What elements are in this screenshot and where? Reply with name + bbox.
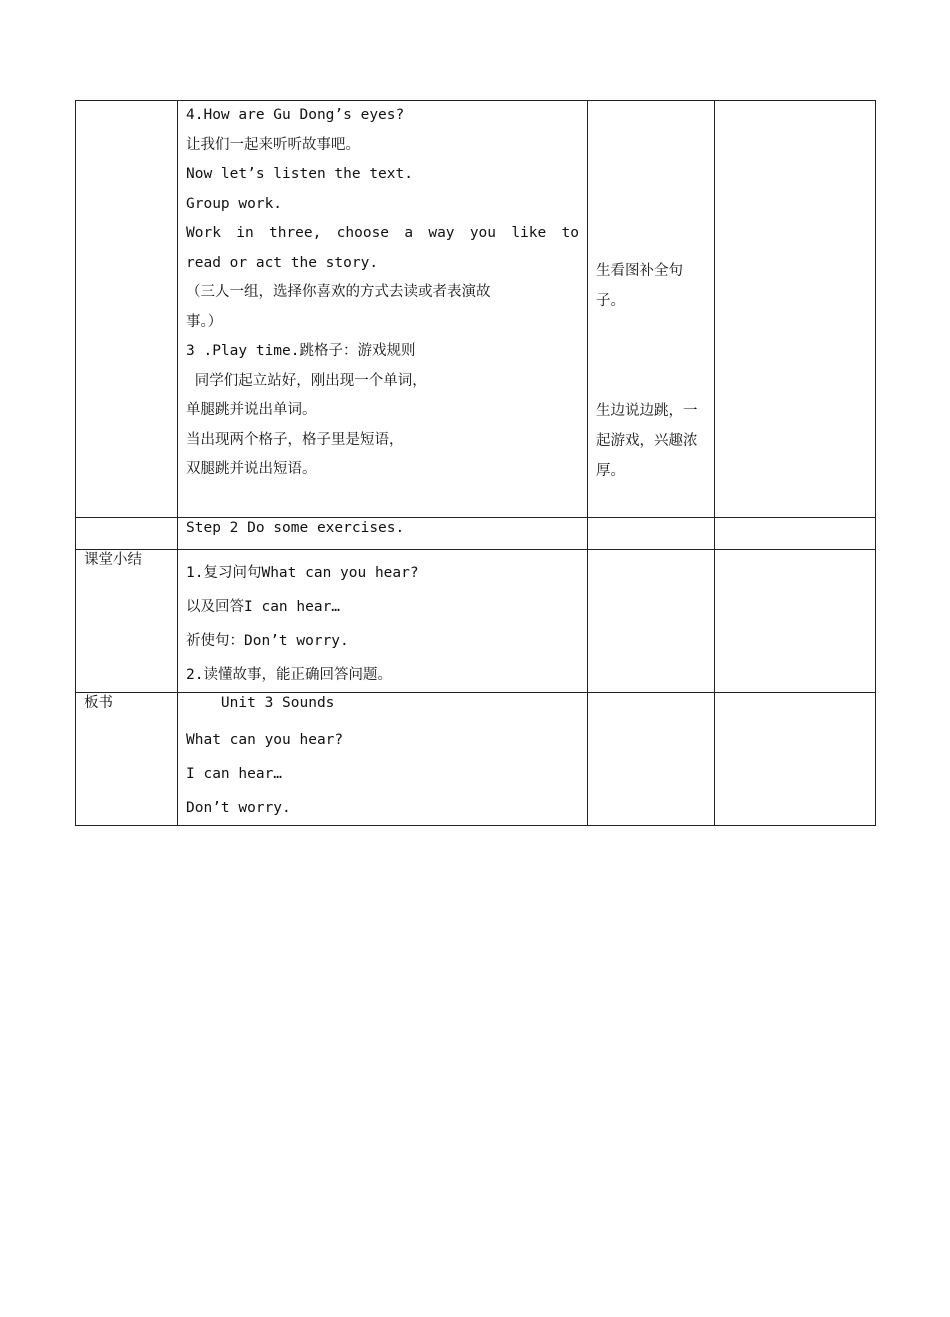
process-line: 同学们起立站好，刚出现一个单词，: [186, 372, 427, 389]
board-process-cell: [178, 693, 588, 826]
row-label: 课堂小结: [84, 552, 142, 568]
board-row: [76, 693, 876, 826]
process-line: 双腿跳并说出短语。: [186, 461, 317, 477]
summary-row: [76, 550, 876, 693]
board-extra-cell: [715, 693, 876, 826]
summary-process-cell: [178, 550, 588, 693]
process-line: 事。）: [186, 313, 223, 330]
process-line: （三人一组，选择你喜欢的方式去读或者表演故: [186, 284, 491, 300]
story-extra-cell: [715, 101, 876, 518]
exercise-label-cell: [76, 518, 178, 550]
process-line: read or act the story.: [186, 254, 379, 271]
board-student-cell: [588, 693, 715, 826]
summary-student-cell: [588, 550, 715, 693]
student-note: 生边说边跳，一起游戏，兴趣浓厚。: [596, 403, 698, 479]
process-line: 祈使句：Don’t worry.: [186, 633, 349, 649]
process-line: 单腿跳并说出单词。: [186, 402, 317, 418]
process-line: 1.复习问句What can you hear?: [186, 565, 419, 581]
process-line: 2.读懂故事，能正确回答问题。: [186, 667, 392, 683]
process-line: 3 .Play time.跳格子：游戏规则: [186, 343, 416, 359]
student-note: 生看图补全句子。: [596, 263, 683, 309]
process-line: 以及回答I can hear…: [186, 599, 341, 615]
process-line: 当出现两个格子，格子里是短语，: [186, 431, 404, 448]
process-line: Group work.: [186, 195, 283, 212]
process-line: 让我们一起来听听故事吧。: [186, 136, 360, 153]
exercise-extra-cell: [715, 518, 876, 550]
process-line: What can you hear?: [186, 732, 344, 748]
process-line: I can hear…: [186, 766, 283, 782]
process-line: Now let’s listen the text.: [186, 166, 413, 182]
exercise-process-cell: [178, 518, 588, 550]
story-label-cell: [76, 101, 178, 518]
process-line: Don’t worry.: [186, 800, 291, 816]
process-line: Work in three, choose a way you like to: [186, 225, 579, 241]
story-row: [76, 101, 876, 518]
process-line: Step 2 Do some exercises.: [186, 520, 405, 536]
row-label: 板书: [84, 695, 113, 711]
exercise-student-cell: [588, 518, 715, 550]
exercise-row: [76, 518, 876, 550]
student-activity-cell: [588, 101, 715, 518]
summary-label-cell: [76, 550, 178, 693]
process-line: 4.How are Gu Dong’s eyes?: [186, 107, 405, 123]
board-title: Unit 3 Sounds: [186, 695, 335, 711]
summary-extra-cell: [715, 550, 876, 693]
lesson-plan-table: [75, 100, 876, 826]
board-label-cell: [76, 693, 178, 826]
story-process-cell: [178, 101, 588, 518]
